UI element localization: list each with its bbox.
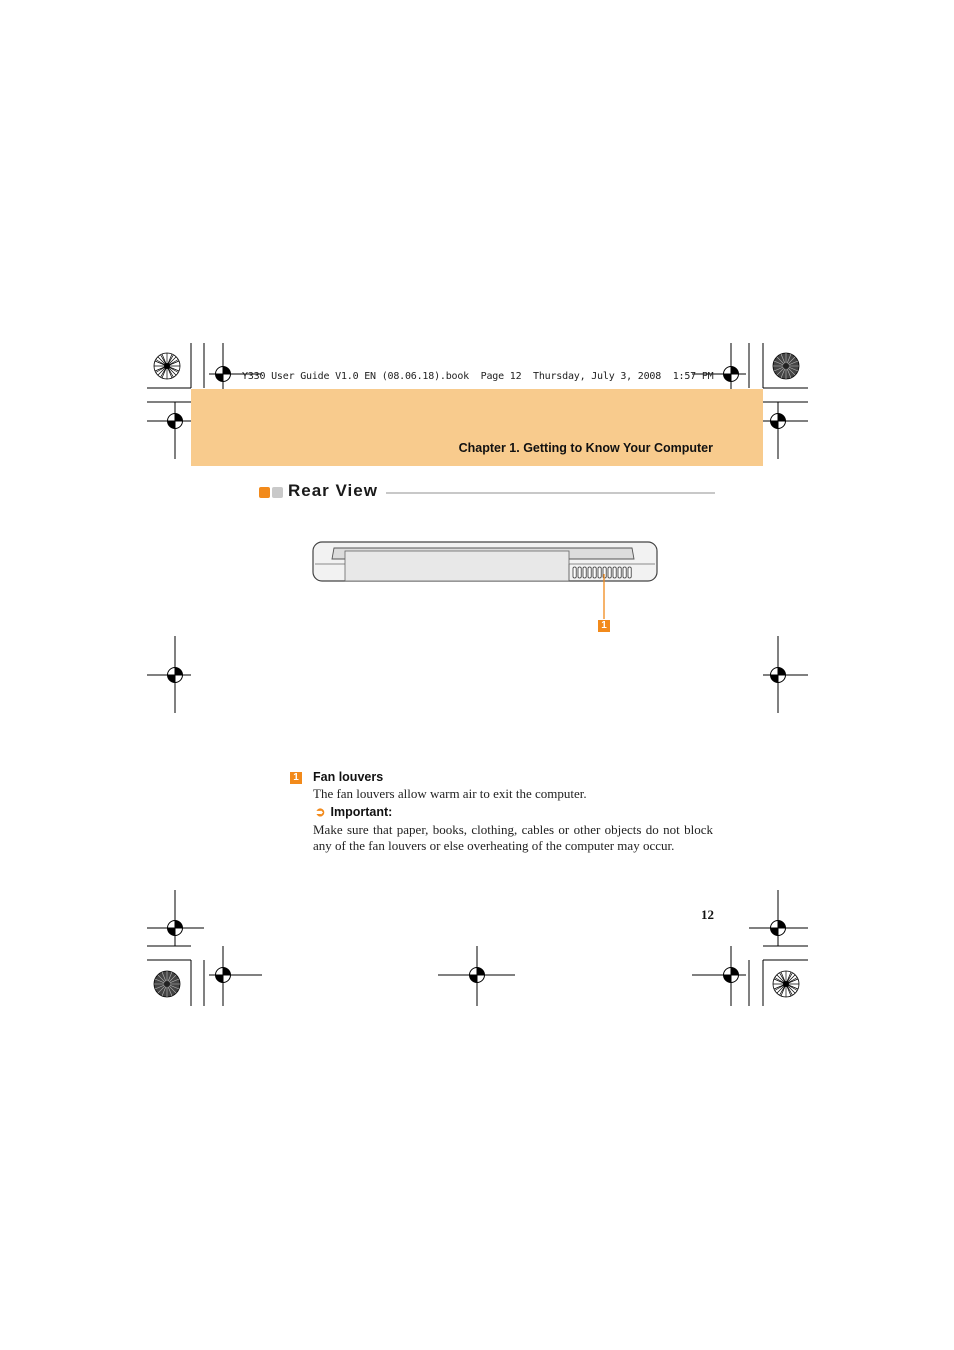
callout-badge: 1 bbox=[598, 620, 610, 632]
important-text: Make sure that paper, books, clothing, cables or other objects do not block any of the fan louvers or else overheating of the computer may occur. bbox=[313, 822, 713, 853]
item-number-badge: 1 bbox=[290, 772, 302, 784]
chapter-title: Chapter 1. Getting to Know Your Computer bbox=[458, 441, 713, 455]
chapter-header-band bbox=[191, 389, 763, 466]
section-heading bbox=[259, 481, 715, 505]
arrow-right-icon: ➲ bbox=[315, 805, 326, 819]
section-title: Rear View bbox=[288, 481, 378, 500]
section-rule bbox=[386, 492, 715, 494]
print-header: Y330 User Guide V1.0 EN (08.06.18).book Page 12 Thursday, July 3, 2008 1:57 PM bbox=[242, 371, 714, 382]
orange-square-icon bbox=[259, 487, 270, 498]
page-number: 12 bbox=[701, 907, 714, 922]
item-title: Fan louvers bbox=[313, 770, 384, 784]
important-label-row bbox=[315, 804, 392, 819]
item-description: The fan louvers allow warm air to exit the computer. bbox=[313, 786, 587, 801]
important-label: Important: bbox=[330, 805, 393, 819]
grey-square-icon bbox=[272, 487, 283, 498]
